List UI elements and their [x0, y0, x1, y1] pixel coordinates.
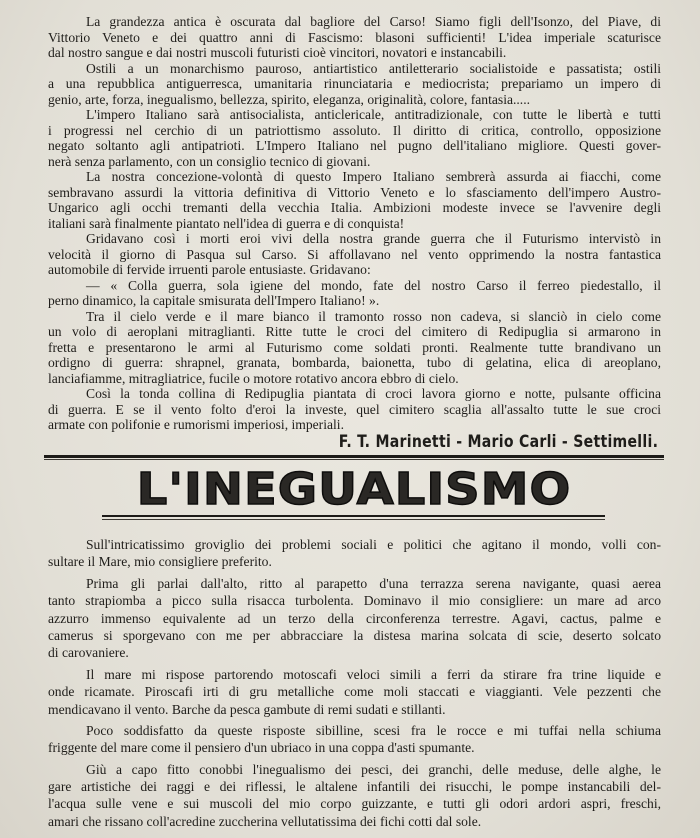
text-line: di carovaniere. [48, 645, 129, 661]
text-line: La nostra concezione-volontà di questo Impero Italiano sembrerà assurda ai fiacchi, come [86, 169, 661, 184]
paragraph [48, 169, 661, 231]
text-line: perno dinamico, la capitale smisurata dell'Impero Italiano! ». [48, 293, 380, 308]
text-line: di guerra. E se il vento folto d'eroi la investe, quel cimitero scaglia all'assalto tutte le sue croci [48, 401, 661, 417]
text-line: Tra il cielo verde e il mare bianco il tramonto rosso non cadeva, si slanciò in cielo come [86, 308, 661, 324]
text-line: sembravano assurdi la vittoria definitiva di Vittorio Veneto e lo sfasciamento dell'impero Austro- [48, 184, 661, 200]
text-line: Ostili a un monarchismo pauroso, antiartistico antiletterario socialistoide e passatista; ostili [86, 60, 661, 76]
text-line: Così la tonda collina di Redipuglia piantata di croci lavora giorno e notte, pulsante officina [86, 386, 661, 401]
text-line: lanciafiamme, mitragliatrice, fucile o motore rotativo ancora ebbro di cielo. [48, 370, 459, 386]
text-line: tanto strapiomba a picco sulla risacca turbolenta. Dominavo il mio consigliere: un mare ad arco [48, 593, 661, 609]
text-line: Sull'intricatissimo groviglio dei problemi sociali e politici che agitano il mondo, volli con- [86, 537, 661, 552]
paragraph [48, 666, 661, 718]
text-line: Vittorio Veneto e dei quattro anni di Fascismo: blasoni sufficienti! L'idea imperiale scaturisce [48, 29, 661, 45]
text-line: azzurro immenso equivalente ad un terzo della circonferenza terrestre. Agavi, cactus, palme e [48, 610, 661, 626]
paragraph [48, 107, 661, 169]
text-line: fretta e presentarono le armi al Futurismo come soldati pronti. Realmente tutte brandivano un [48, 339, 661, 355]
text-line: mendicavano il vento. Barche da pesca gambute di remi sudati e stillanti. [48, 701, 446, 717]
text-line: L'impero Italiano sarà antisocialista, anticlericale, antitradizionale, con tutte le libertà e tutti [86, 107, 661, 122]
article-marinetti-text [48, 14, 661, 433]
text-line: camerus si sporgevano con me per abbracciare la distesa marina solcata di scie, deserto solcato [48, 627, 661, 643]
paragraph [48, 761, 661, 831]
paragraph [48, 231, 661, 278]
text-line: friggente del mare come il pensiero d'un ubriaco in una coppa d'asti spumante. [48, 740, 475, 756]
text-line: La grandezza antica è oscurata dal bagliore del Carso! Siamo figli dell'Isonzo, del Piave, di [86, 14, 661, 29]
text-line: armate con polifonie e rumorismi imperiosi, imperiali. [48, 417, 344, 432]
article-inegualismo-text [48, 536, 661, 834]
text-line: amari che rissano coll'acredine zuccherina vellutatissima dei fichi cotti dal sole. [48, 813, 482, 829]
paragraph [48, 309, 661, 387]
text-line: — « Colla guerra, sola igiene del mondo, fate del nostro Carso il ferreo piedestallo, il [86, 277, 661, 293]
text-line: a una repubblica antiguerresca, umanitaria rinunciataria e mediocrista; prepariamo un impero di [48, 76, 661, 91]
text-line: Giù a capo fitto conobbi l'inegualismo dei pesci, dei granchi, delle meduse, delle alghe, le [86, 761, 661, 777]
text-line: negato soltanto agli antipatrioti. L'Impero Italiano nel pugno dell'italiano migliore. Questi gover- [48, 138, 661, 153]
text-line: dal nostro sangue e dai nostri muscoli futuristi cioè vincitori, novatori e instancabili. [48, 45, 507, 60]
paragraph [48, 575, 661, 662]
divider-rule-thin [44, 459, 664, 460]
text-line: l'acqua sulle vene e sui muscoli del mio corpo guizzante, e tutti gli odori ardori aspri, freschi, [48, 796, 661, 812]
text-line: Il mare mi rispose partorendo motoscafi veloci simili a ferri da stirare fra trine liquide e [86, 666, 661, 682]
title-underline-thin [102, 519, 605, 520]
paragraph [48, 278, 661, 309]
text-line: Poco soddisfatto da queste risposte sibilline, scesi fra le rocce e mi tuffai nella schiuma [86, 722, 661, 738]
text-line: velocità il giorno di Pasqua sul Carso. Si affollavano nel vento opprimendo la nostra fantastica [48, 246, 661, 262]
text-line: un volo di aeroplani mitraglianti. Ritte tutte le croci del cimitero di Redipuglia si armarono in [48, 324, 661, 339]
title-underline [102, 515, 605, 517]
article-title: L'INEGUALISMO [136, 463, 572, 516]
text-line: ordigno di guerra: shrapnel, granata, bombarda, baionetta, tubo di gelatina, elica di areoplano, [48, 355, 661, 370]
paragraph [48, 14, 661, 61]
text-line: i progressi nel cerchio di un patriottismo assoluto. Il diritto di critica, controllo, opposizione [48, 122, 661, 138]
divider-rule [44, 455, 664, 458]
paragraph [48, 61, 661, 108]
text-line: Ungarico agli occhi tremanti della vecchia Italia. Ambizioni modeste invece se l'avvenire degli [48, 200, 661, 215]
text-line: italiani sarà finalmente piantato nell'idea di guerra e di conquista! [48, 215, 405, 231]
text-line: sultare il Mare, mio consigliere preferito. [48, 554, 272, 570]
text-line: nerà senza parlamento, con un consiglio tecnico di giovani. [48, 153, 371, 169]
text-line: onde ricamate. Piroscafi irti di gru metalliche come moli staccati e viaggianti. Vele pezzenti che [48, 684, 661, 700]
text-line: gare artistiche dei raggi e dei riflessi, le altalene infantili dei risucchi, le pompe instancabili del- [48, 779, 661, 795]
text-line: genio, arte, forza, inegualismo, bellezza, spirito, eleganza, originalità, colore, fantasia..... [48, 91, 531, 107]
signature: F. T. Marinetti - Mario Carli - Settimelli. [338, 432, 658, 452]
paragraph [48, 536, 661, 571]
text-line: Gridavano così i morti eroi vivi della nostra grande guerra che il Futurismo intervistò in [86, 231, 661, 246]
text-line: Prima gli parlai dall'alto, ritto al parapetto d'una terrazza serena navigante, quasi aerea [86, 575, 661, 591]
paragraph [48, 722, 661, 757]
paragraph [48, 386, 661, 433]
text-line: automobile di fervide irruenti parole entusiaste. Gridavano: [48, 262, 371, 277]
